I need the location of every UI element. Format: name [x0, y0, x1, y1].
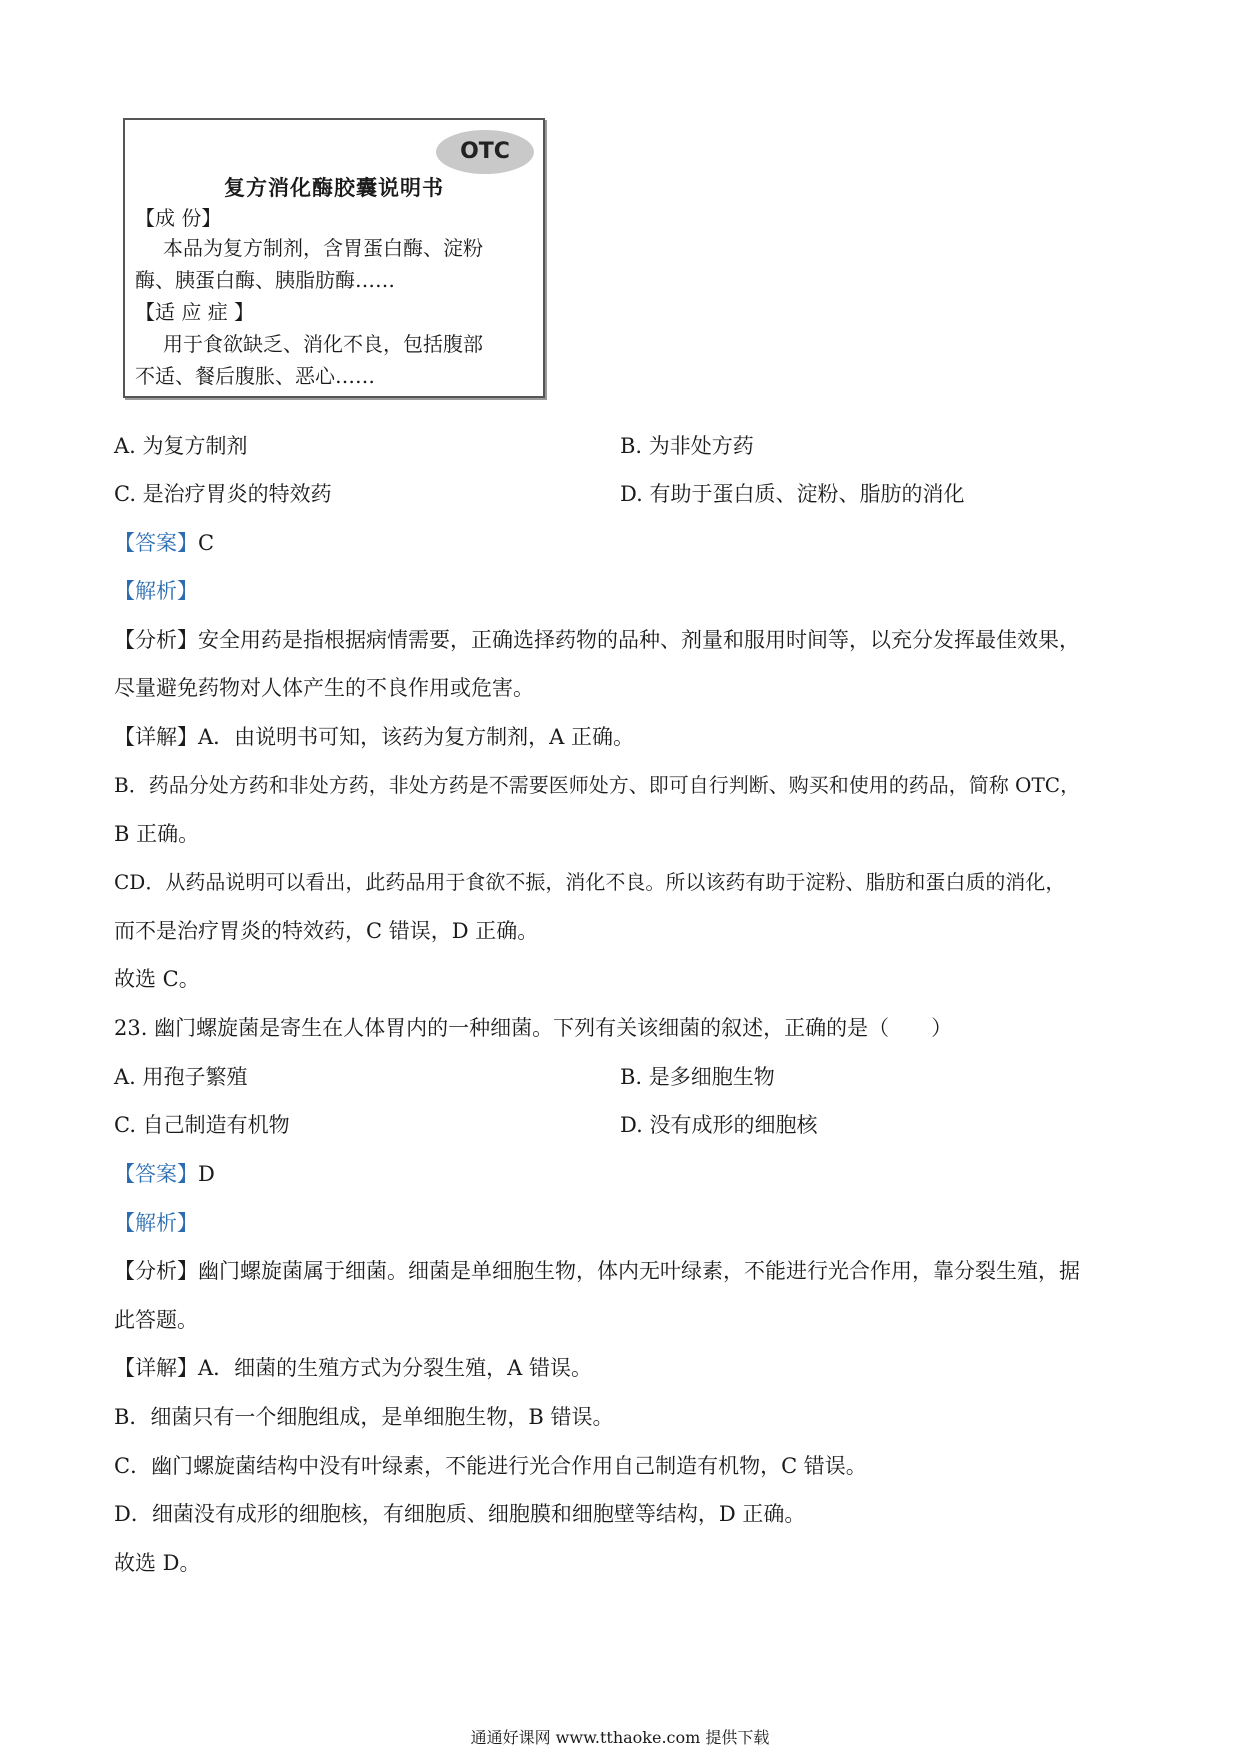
xiangjie-label: 【详解】 — [114, 1356, 198, 1380]
q22-option-a: A. 为复方制剂 — [114, 434, 248, 458]
q23-analysis-label: 【解析】 — [114, 1211, 198, 1235]
q23-answer — [114, 1159, 215, 1189]
leaflet-section1-line1: 本品为复方制剂，含胃蛋白酶、淀粉 — [163, 236, 483, 260]
q22-option-c: C. 是治疗胃炎的特效药 — [114, 482, 332, 506]
q23-question: 23. 幽门螺旋菌是寄生在人体胃内的一种细菌。下列有关该细菌的叙述，正确的是（ ） — [114, 1016, 953, 1040]
q22-detail-a: 【详解】A．由说明书可知，该药为复方制剂，A 正确。 — [114, 725, 635, 749]
answer-value: C — [198, 531, 215, 555]
q23-detail-a: 【详解】A．细菌的生殖方式为分裂生殖，A 错误。 — [114, 1356, 593, 1380]
q22-conclusion: 故选 C。 — [114, 967, 200, 991]
q22-detail-cd1: CD．从药品说明可以看出，此药品用于食欲不振，消化不良。所以该药有助于淀粉、脂肪和蛋白质的消化， — [114, 870, 1066, 894]
q22-detail-cd2: 而不是治疗胃炎的特效药，C 错误，D 正确。 — [114, 919, 539, 943]
leaflet-section2-line2: 不适、餐后腹胀、恶心…… — [135, 364, 375, 388]
leaflet-section2-header: 【适 应 症 】 — [135, 300, 255, 324]
leaflet-section1-header: 【成 份】 — [135, 206, 222, 230]
q22-fenxi-line2: 尽量避免药物对人体产生的不良作用或危害。 — [114, 676, 534, 700]
fenxi-label: 【分析】 — [114, 628, 198, 652]
fenxi-label: 【分析】 — [114, 1259, 198, 1283]
q23-option-d: D. 没有成形的细胞核 — [620, 1113, 818, 1137]
q23-option-a: A. 用孢子繁殖 — [114, 1065, 248, 1089]
medicine-leaflet-image — [123, 118, 545, 398]
answer-label: 【答案】 — [114, 531, 198, 555]
q22-option-d: D. 有助于蛋白质、淀粉、脂肪的消化 — [620, 482, 965, 506]
q22-analysis-label: 【解析】 — [114, 579, 198, 603]
q23-option-b: B. 是多细胞生物 — [620, 1065, 775, 1089]
leaflet-section1-line2: 酶、胰蛋白酶、胰脂肪酶…… — [135, 268, 395, 292]
q23-fenxi-line2: 此答题。 — [114, 1308, 198, 1332]
q22-detail-b1: B．药品分处方药和非处方药，非处方药是不需要医师处方、即可自行判断、购买和使用的药品，简称 OTC， — [114, 773, 1081, 797]
page-footer: 通通好课网 www.tthaoke.com 提供下载 — [470, 1728, 770, 1747]
q23-detail-c: C．幽门螺旋菌结构中没有叶绿素，不能进行光合作用自己制造有机物，C 错误。 — [114, 1454, 867, 1478]
q23-detail-b: B．细菌只有一个细胞组成，是单细胞生物，B 错误。 — [114, 1405, 614, 1429]
q23-option-c: C. 自己制造有机物 — [114, 1113, 290, 1137]
q22-detail-b2: B 正确。 — [114, 822, 200, 846]
answer-value: D — [198, 1162, 215, 1186]
q22-fenxi-line1: 【分析】安全用药是指根据病情需要，正确选择药物的品种、剂量和服用时间等，以充分发挥最佳效果， — [114, 628, 1080, 652]
q23-conclusion: 故选 D。 — [114, 1551, 201, 1575]
q23-fenxi-line1: 【分析】幽门螺旋菌属于细菌。细菌是单细胞生物，体内无叶绿素，不能进行光合作用，靠分裂生殖，据 — [114, 1259, 1080, 1283]
otc-badge: OTC — [436, 130, 534, 174]
leaflet-title: 复方消化酶胶囊说明书 — [224, 175, 444, 200]
leaflet-section2-line1: 用于食欲缺乏、消化不良，包括腹部 — [163, 332, 483, 356]
q23-detail-d: D．细菌没有成形的细胞核，有细胞质、细胞膜和细胞壁等结构，D 正确。 — [114, 1502, 806, 1526]
q22-option-b: B. 为非处方药 — [620, 434, 754, 458]
xiangjie-label: 【详解】 — [114, 725, 198, 749]
q22-answer — [114, 528, 214, 558]
answer-label: 【答案】 — [114, 1162, 198, 1186]
